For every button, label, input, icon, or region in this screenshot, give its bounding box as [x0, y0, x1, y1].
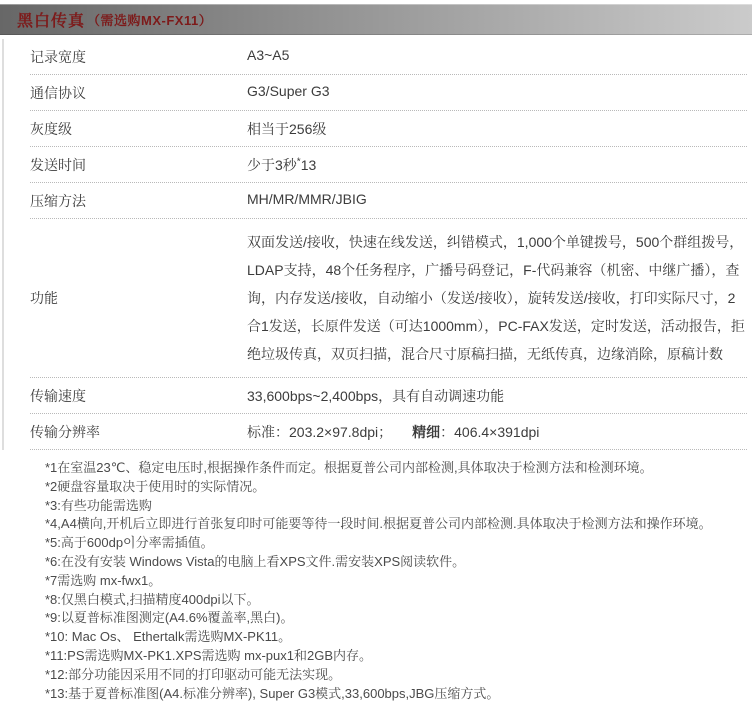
spec-row-protocol — [30, 75, 747, 111]
footnote-line: *11:PS需选购MX-PK1.XPS需选购 mx-pux1和2GB内存。 — [45, 647, 373, 663]
spec-label: 记录宽度 — [30, 49, 86, 65]
section-title-note: （需选购MX-FX11） — [87, 13, 213, 28]
spec-value: 双面发送/接收，快速在线发送，纠错模式，1,000个单键拨号，500个群组拨号，LDAP支持，48个任务程序，广播号码登记，F-代码兼容（机密、中继广播），查询，内存发送/接收，自动缩小（发送/接收），旋转发送/接收，打印实际尺寸，2合1发送，长原件发送（可达1000mm），PC-FAX发送，定时发送，活动报告，拒绝垃圾传真，双页扫描，混合尺寸原稿扫描，无纸传真，边缘消除，原稿计数 — [247, 234, 745, 362]
footnote-line: *4,A4横向,开机后立即进行首张复印时可能要等待一段时间.根据夏普公司内部检测.具体取决于检测方法和操作环境。 — [45, 516, 712, 532]
send-time-text: 少于3秒 — [247, 157, 297, 173]
spec-label: 压缩方法 — [30, 193, 86, 209]
spec-value: MH/MR/MMR/JBIG — [247, 191, 367, 207]
spec-value — [247, 422, 747, 442]
resolution-fine-value: ：406.4×391dpi — [440, 424, 540, 440]
footnote-line: *6:在没有安装 Windows Vista的电脑上看XPS文件.需安装XPS阅读软件。 — [45, 553, 466, 569]
spec-label: 传输分辨率 — [30, 424, 100, 440]
footnote-line: *3:有些功能需选购 — [45, 497, 152, 513]
section-title: 黑白传真 — [17, 13, 86, 30]
spec-value — [247, 155, 747, 175]
spec-label: 传输速度 — [30, 388, 86, 404]
spec-row-transmission-speed — [30, 378, 747, 414]
spec-row-grayscale — [30, 111, 747, 147]
spec-value: 33,600bps~2,400bps，具有自动调速功能 — [247, 388, 505, 404]
footnote-line: *8:仅黑白模式,扫描精度400dpi以下。 — [45, 591, 260, 607]
footnote-line: *1在室温23℃、稳定电压时,根据操作条件而定。根据夏普公司内部检测,具体取决于检测方法和检测环境。 — [45, 460, 653, 475]
spec-row-compression — [30, 183, 747, 219]
footnote-number: 13 — [300, 157, 317, 173]
spec-value: G3/Super G3 — [247, 83, 330, 99]
spec-value: 相当于256级 — [247, 121, 327, 137]
footnote-line: *7需选购 mx-fwx1。 — [45, 572, 162, 588]
spec-value: A3~A5 — [247, 47, 290, 63]
footnote-line: *9:以夏普标准图测定(A4.6%覆盖率,黑白)。 — [45, 610, 294, 626]
footnotes — [45, 459, 746, 703]
resolution-fine-label: 精细 — [412, 424, 441, 440]
spec-label: 通信协议 — [30, 85, 86, 101]
resolution-standard: 标准：203.2×97.8dpi； — [247, 424, 393, 440]
spec-label: 功能 — [30, 290, 58, 306]
footnote-marker: * — [296, 156, 301, 168]
spec-table — [2, 39, 747, 450]
footnote-line: *10: Mac Os、 Ethertalk需选购MX-PK11。 — [45, 629, 292, 645]
footnote-line: *12:部分功能因采用不同的打印驱动可能无法实现。 — [45, 666, 342, 682]
spec-row-record-width — [30, 39, 747, 75]
footnote-line: *2硬盘容量取决于使用时的实际情况。 — [45, 478, 266, 494]
spec-label: 发送时间 — [30, 157, 86, 173]
footnote-line: *13:基于夏普标准图(A4.标准分辨率), Super G3模式,33,600bps,JBG压缩方式。 — [45, 685, 500, 701]
section-header — [0, 4, 752, 35]
footnote-line: *5:高于600dp이分率需插值。 — [45, 535, 214, 551]
spec-row-send-time — [30, 147, 747, 183]
spec-row-transmission-resolution — [30, 414, 747, 450]
spec-label: 灰度级 — [30, 121, 72, 137]
spec-row-functions — [30, 219, 747, 378]
